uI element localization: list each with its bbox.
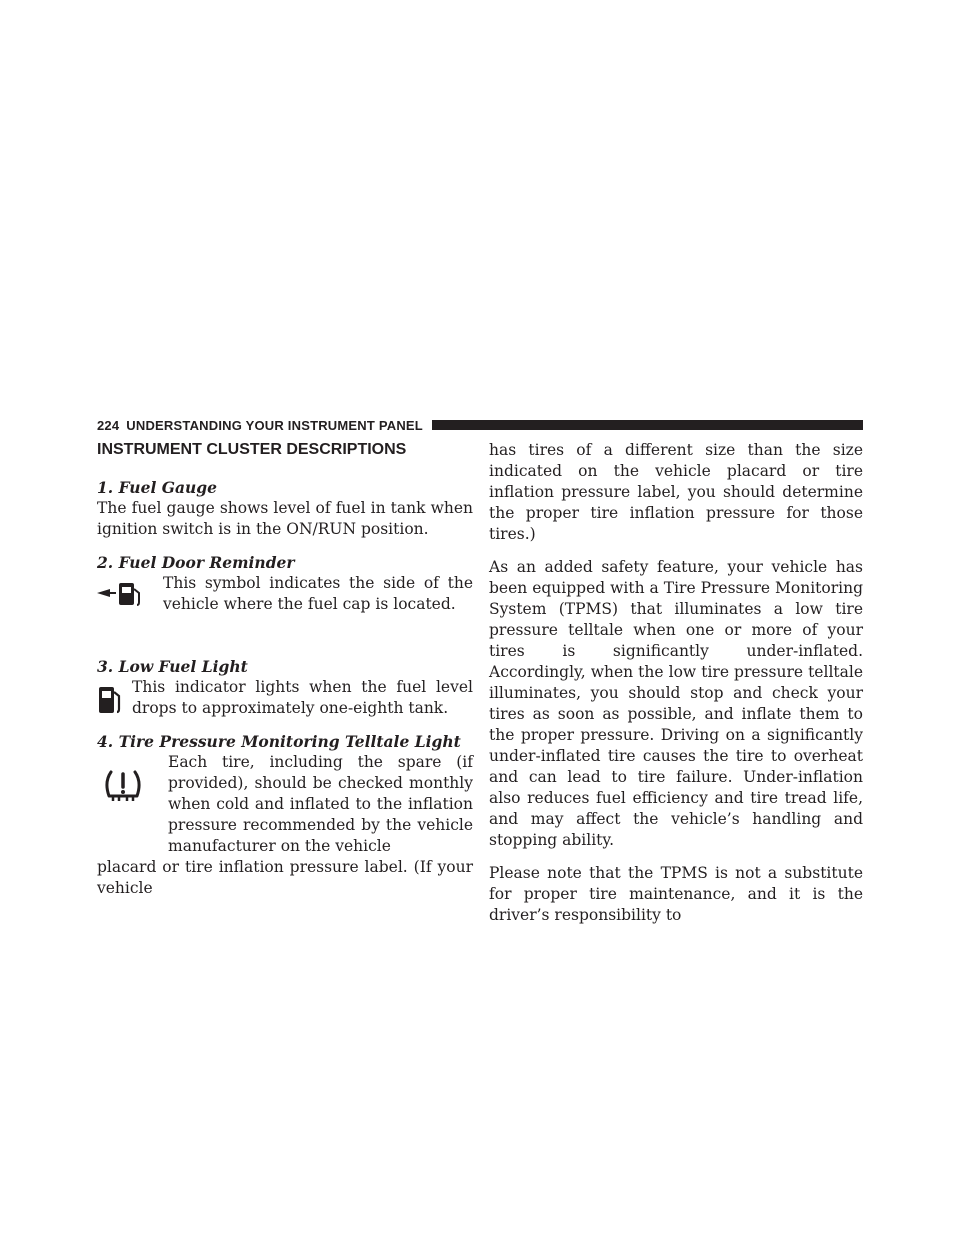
item-fuel-gauge (97, 477, 473, 540)
page-number: 224 (97, 417, 120, 433)
item-text: This indicator lights when the fuel level drops to approximately one-eighth tank. (132, 678, 473, 717)
section-title: UNDERSTANDING YOUR INSTRUMENT PANEL (126, 417, 423, 433)
item-title: 1. Fuel Gauge (97, 478, 217, 497)
item-low-fuel-light (97, 656, 473, 719)
item-title: 3. Low Fuel Light (97, 657, 248, 676)
left-column (97, 440, 473, 911)
right-column (489, 440, 863, 938)
page-header (97, 417, 863, 433)
item-tire-pressure-telltale (97, 731, 473, 899)
item-text-continued: placard or tire inflation pressure label. (If your vehicle (97, 858, 473, 897)
main-heading: INSTRUMENT CLUSTER DESCRIPTIONS (97, 441, 407, 458)
fuel-door-reminder-icon (97, 581, 143, 607)
low-fuel-icon (97, 683, 123, 715)
paragraph: Please note that the TPMS is not a substitute for proper tire maintenance, and it is the driver’s responsibility to (489, 864, 863, 924)
item-text: The fuel gauge shows level of fuel in tank when ignition switch is in the ON/RUN position. (97, 499, 473, 538)
header-rule (432, 420, 863, 430)
item-text: This symbol indicates the side of the vehicle where the fuel cap is located. (163, 574, 473, 613)
item-title: 4. Tire Pressure Monitoring Telltale Light (97, 732, 461, 751)
paragraph: As an added safety feature, your vehicle has been equipped with a Tire Pressure Monitoring System (TPMS) that illuminates a low tire pressure telltale when one or more of your tires is significantly under-inflated. Accordingly, when the low tire pressure telltale illuminates, you should stop and check your tires as soon as possible, and inflate them to the proper pressure. Driving on a significantly under-inflated tire causes the tire to overheat and can lead to tire failure. Under-inflation also reduces fuel efficiency and tire tread life, and may affect the vehicle’s handling and stopping ability. (489, 558, 863, 849)
item-text: Each tire, including the spare (if provided), should be checked monthly when cold and inflated to the inflation pressure recommended by the vehicle manufacturer on the vehicle (168, 753, 473, 855)
item-fuel-door-reminder (97, 552, 473, 615)
item-title: 2. Fuel Door Reminder (97, 553, 295, 572)
tire-pressure-warning-icon (103, 768, 143, 806)
paragraph: has tires of a different size than the size indicated on the vehicle placard or tire inflation pressure label, you should determine the proper tire inflation pressure for those tires.) (489, 441, 863, 543)
